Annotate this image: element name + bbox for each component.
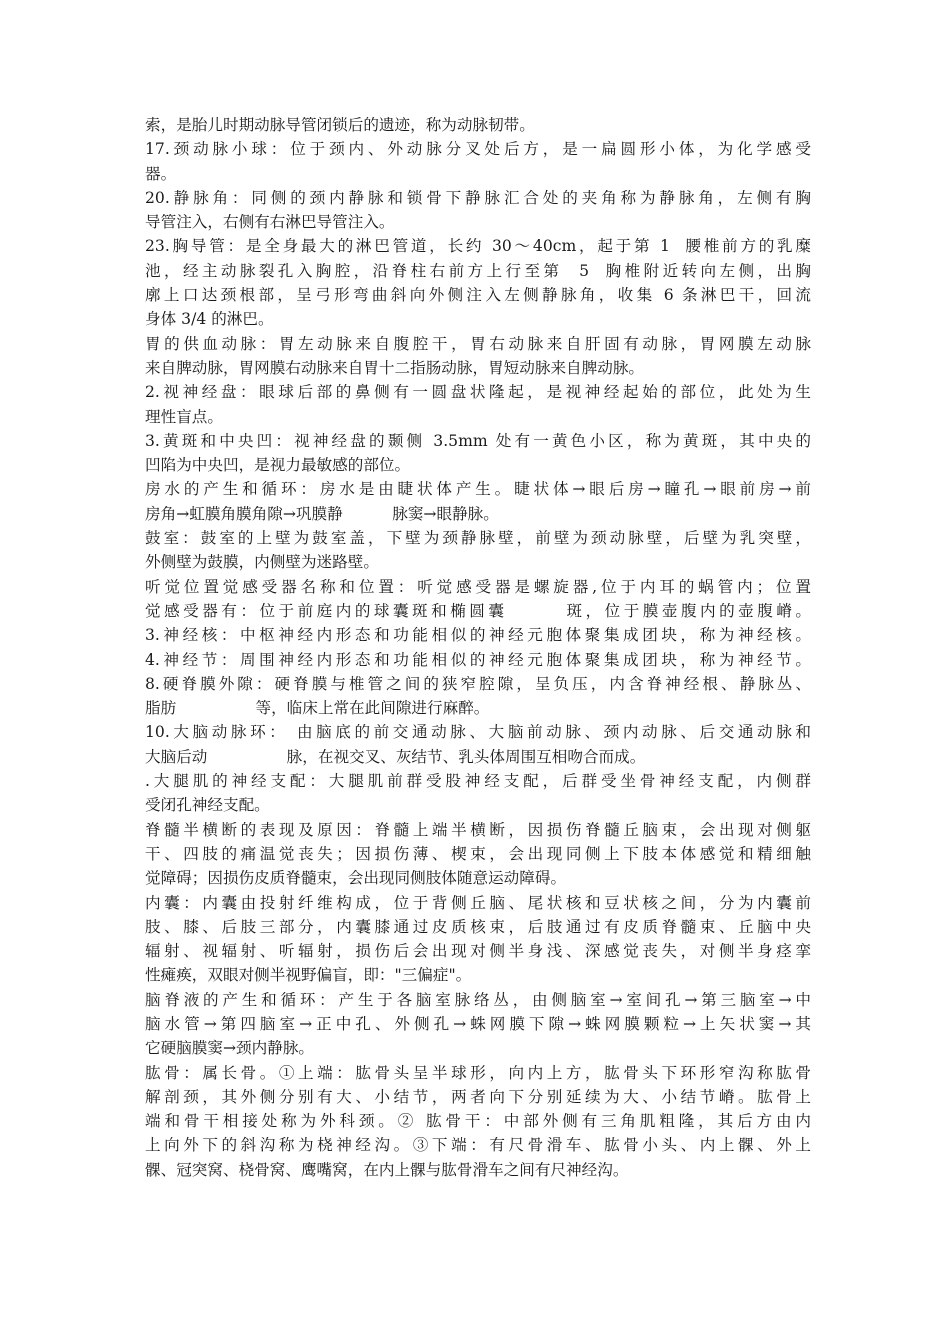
text-line: 身体 3/4 的淋巴。 bbox=[145, 310, 274, 329]
text-line: 大脑后动 脉，在视交叉、灰结节、乳头体周围互相吻合而成。 bbox=[145, 747, 646, 766]
text-line: 4.神经节：周围神经内形态和功能相似的神经元胞体聚集成团块，称为神经节。 bbox=[145, 650, 811, 669]
text-line: 解剖颈，其外侧分别有大、小结节，两者向下分别延续为大、小结节嵴。肱骨上 bbox=[145, 1087, 811, 1106]
text-line: 8.硬脊膜外隙：硬脊膜与椎管之间的狭窄腔隙，呈负压，内含脊神经根、静脉丛、 bbox=[145, 674, 811, 693]
text-line: 廓上口达颈根部，呈弓形弯曲斜向外侧注入左侧静脉角，收集 6 条淋巴干，回流 bbox=[145, 286, 811, 305]
text-line: 来自脾动脉，胃网膜右动脉来自胃十二指肠动脉，胃短动脉来自脾动脉。 bbox=[145, 358, 645, 377]
text-line: 受闭孔神经支配。 bbox=[145, 796, 270, 815]
text-line: 端和骨干相接处称为外科颈。② 肱骨干：中部外侧有三角肌粗隆，其后方由内 bbox=[145, 1112, 811, 1131]
text-line: 23.胸导管：是全身最大的淋巴管道，长约 30～40cm，起于第 1 腰椎前方的乳糜 bbox=[145, 237, 811, 256]
text-line: 听觉位置觉感受器名称和位置：听觉感受器是螺旋器,位于内耳的蜗管内；位置 bbox=[145, 577, 811, 596]
text-line: 凹陷为中央凹，是视力最敏感的部位。 bbox=[145, 456, 411, 475]
text-line: 脑水管→第四脑室→正中孔、外侧孔→蛛网膜下隙→蛛网膜颗粒→上矢状窦→其 bbox=[145, 1014, 811, 1033]
text-line: 辐射、视辐射、听辐射，损伤后会出现对侧半身浅、深感觉丧失，对侧半身痉挛 bbox=[145, 942, 811, 961]
text-line: 17.颈动脉小球：位于颈内、外动脉分叉处后方，是一扁圆形小体，为化学感受 bbox=[145, 140, 811, 159]
text-line: 脂肪 等，临床上常在此间隙进行麻醉。 bbox=[145, 699, 490, 718]
text-line: 干、四肢的痛温觉丧失；因损伤薄、楔束，会出现同侧上下肢本体感觉和精细触 bbox=[145, 844, 811, 863]
text-line: 觉障碍；因损伤皮质脊髓束，会出现同侧肢体随意运动障碍。 bbox=[145, 869, 567, 888]
text-line: 胃的供血动脉：胃左动脉来自腹腔干，胃右动脉来自肝固有动脉，胃网膜左动脉 bbox=[145, 334, 811, 353]
text-line: 脊髓半横断的表现及原因：脊髓上端半横断，因损伤脊髓丘脑束，会出现对侧躯 bbox=[145, 820, 811, 839]
text-line: 脑脊液的产生和循环：产生于各脑室脉络丛，由侧脑室→室间孔→第三脑室→中 bbox=[145, 990, 811, 1009]
text-line: 内囊：内囊由投射纤维构成，位于背侧丘脑、尾状核和豆状核之间，分为内囊前 bbox=[145, 893, 811, 912]
text-line: 髁、冠突窝、桡骨窝、鹰嘴窝，在内上髁与肱骨滑车之间有尺神经沟。 bbox=[145, 1160, 629, 1179]
text-line: 外侧壁为鼓膜，内侧壁为迷路壁。 bbox=[145, 553, 379, 572]
text-line: 肢、膝、后肢三部分，内囊膝通过皮质核束，后肢通过有皮质脊髓束、丘脑中央 bbox=[145, 917, 811, 936]
text-line: 池，经主动脉裂孔入胸腔，沿脊柱右前方上行至第 5 胸椎附近转向左侧，出胸 bbox=[145, 261, 811, 280]
text-line: 上向外下的斜沟称为桡神经沟。③下端：有尺骨滑车、肱骨小头、内上髁、外上 bbox=[145, 1136, 811, 1155]
text-line: 3.神经核：中枢神经内形态和功能相似的神经元胞体聚集成团块，称为神经核。 bbox=[145, 626, 811, 645]
text-line: 索，是胎儿时期动脉导管闭锁后的遗迹，称为动脉韧带。 bbox=[145, 116, 535, 134]
text-line: 房角→虹膜角膜角隙→巩膜静 脉窦→眼静脉。 bbox=[145, 504, 499, 523]
text-line: 理性盲点。 bbox=[145, 407, 223, 426]
text-line: 器。 bbox=[145, 164, 177, 183]
text-line: 2.视神经盘：眼球后部的鼻侧有一圆盘状隆起，是视神经起始的部位，此处为生 bbox=[145, 383, 811, 402]
text-line: 肱骨：属长骨。①上端：肱骨头呈半球形，向内上方，肱骨头下环形窄沟称肱骨 bbox=[145, 1063, 811, 1082]
text-line: 房水的产生和循环：房水是由睫状体产生。睫状体→眼后房→瞳孔→眼前房→前 bbox=[145, 480, 811, 499]
text-line: 性瘫痪，双眼对侧半视野偏盲，即："三偏症"。 bbox=[145, 966, 472, 985]
text-line: 10.大脑动脉环： 由脑底的前交通动脉、大脑前动脉、颈内动脉、后交通动脉和 bbox=[145, 723, 811, 742]
text-line: 导管注入，右侧有右淋巴导管注入。 bbox=[145, 213, 395, 232]
text-line: 鼓室：鼓室的上壁为鼓室盖，下壁为颈静脉壁，前壁为颈动脉壁，后壁为乳突壁， bbox=[145, 529, 811, 548]
text-line: 觉感受器有：位于前庭内的球囊斑和椭圆囊 斑，位于膜壶腹内的壶腹嵴。 bbox=[145, 601, 811, 620]
text-line: .大腿肌的神经支配：大腿肌前群受股神经支配，后群受坐骨神经支配，内侧群 bbox=[145, 772, 811, 791]
text-line: 20.静脉角：同侧的颈内静脉和锁骨下静脉汇合处的夹角称为静脉角，左侧有胸 bbox=[145, 188, 811, 207]
text-line: 它硬脑膜窦→颈内静脉。 bbox=[145, 1039, 315, 1058]
document-page bbox=[145, 113, 811, 1182]
text-line: 3.黄斑和中央凹：视神经盘的颞侧 3.5mm 处有一黄色小区，称为黄斑，其中央的 bbox=[145, 431, 811, 450]
